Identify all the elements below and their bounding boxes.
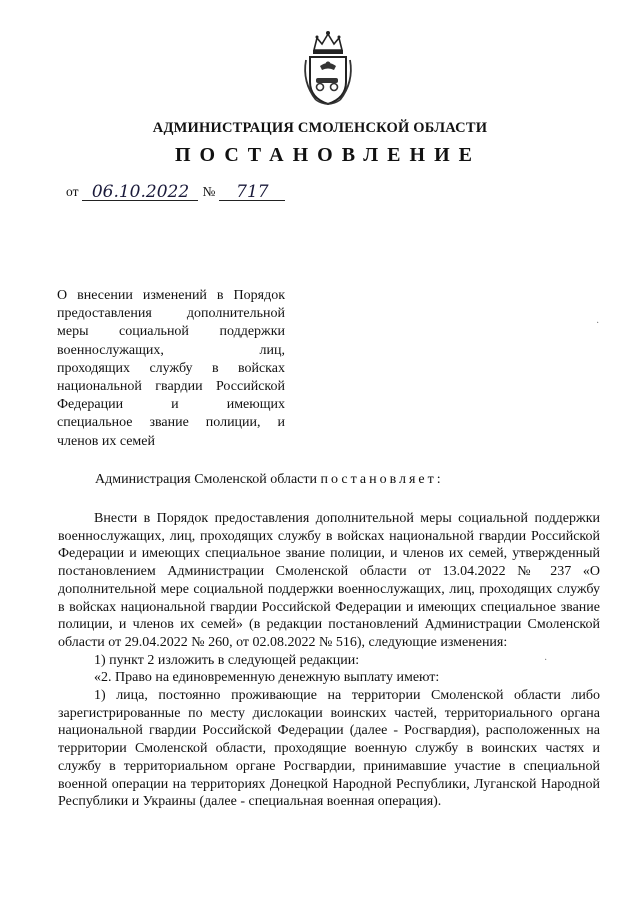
subject-line: специальное звание полиции, и	[57, 415, 285, 431]
body-paragraph: «2. Право на единовременную денежную выплату имеют:	[94, 670, 440, 686]
subject-line: членов их семей	[57, 433, 155, 449]
organization-name: АДМИНИСТРАЦИЯ СМОЛЕНСКОЙ ОБЛАСТИ	[152, 120, 488, 136]
body-paragraph: 1) лица, постоянно проживающие на территории Смоленской области либо зарегистрированные по месту дислокации воинских частей, территориального органа национальной гвардии Российской Федерации (далее - Росгвардия), расположенных на территории Смоленской области, проходящие военную службу в воинских частях и службу в территориальном органе Росгвардии, принимавшие участие в специальной военной операции на территориях Донецкой Народной Республики, Луганской Народной Республики и Украины (далее - специальная военная операция).	[58, 688, 600, 810]
subject-line: национальной гвардии Российской	[57, 379, 285, 395]
subject-line: военнослужащих, лиц,	[57, 342, 285, 358]
body-paragraph: 1) пункт 2 изложить в следующей редакции:	[94, 652, 360, 668]
document-body	[58, 510, 600, 811]
document-number: 717	[219, 184, 285, 201]
subject-line: Федерации и имеющих	[57, 397, 285, 413]
subject-line: предоставления дополнительной	[57, 306, 285, 322]
preamble-resolves: постановляет:	[320, 472, 444, 487]
number-label: №	[202, 184, 216, 199]
preamble-text: Администрация Смоленской области	[95, 472, 321, 487]
date-number-line	[62, 184, 285, 201]
subject-line: меры социальной поддержки	[57, 324, 285, 340]
document-subject	[57, 287, 285, 451]
preamble	[95, 472, 444, 488]
smolensk-coat-of-arms-icon	[298, 30, 358, 108]
subject-line: проходящих службу в войсках	[57, 360, 285, 376]
scan-speck: ·	[596, 318, 600, 329]
scan-speck: ·	[544, 655, 548, 666]
document-type: ПОСТАНОВЛЕНИЕ	[175, 144, 481, 166]
from-label: от	[66, 184, 79, 199]
document-date: 06.10.2022	[82, 184, 198, 201]
subject-line: О внесении изменений в Порядок	[57, 288, 285, 303]
body-paragraph: Внести в Порядок предоставления дополнительной меры социальной поддержки военнослужащих, лиц, проходящих службу в войсках национальной гвардии Российской Федерации и имеющих специальное звание полиции, и членов их семей, утвержденный постановлением Администрации Смоленской области от 13.04.2022 № 237 «О дополнительной мере социальной поддержки военнослужащих, лиц, проходящих службу в войсках национальной гвардии Российской Федерации и имеющих специальное звание полиции, и членов их семей» (в редакции постановлений Администрации Смоленской области от 29.04.2022 № 260, от 02.08.2022 № 516), следующие изменения:	[58, 511, 600, 650]
